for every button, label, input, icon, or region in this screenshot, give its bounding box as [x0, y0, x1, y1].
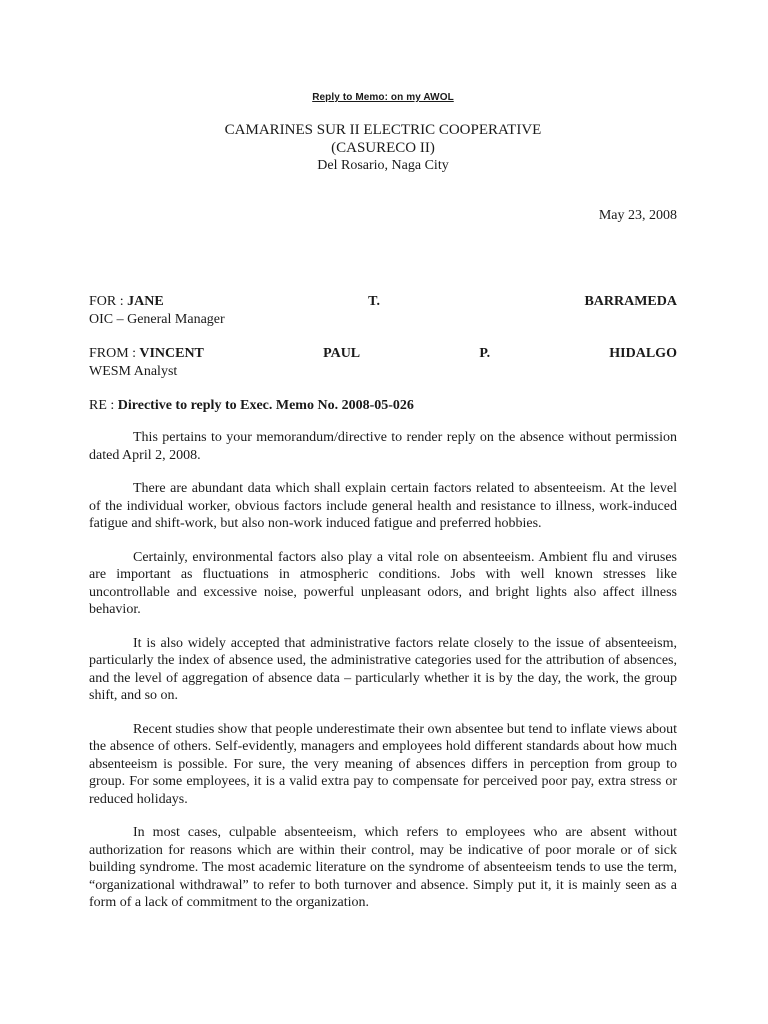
org-name: CAMARINES SUR II ELECTRIC COOPERATIVE	[224, 122, 542, 138]
memo-date: May 23, 2008	[598, 208, 677, 223]
body-paragraph: There are abundant data which shall explain certain factors related to absenteeism. At the level of the individual worker, obvious factors include general health and resistance to illness, work-induced fatigue and shift-work, but also non-work induced fatigue and preferred hobbies.	[89, 481, 677, 531]
from-label: FROM :	[89, 346, 137, 361]
re-label: RE :	[89, 398, 115, 413]
from-last-name: HIDALGO	[609, 346, 677, 361]
org-header	[89, 121, 677, 175]
for-last-name: BARRAMEDA	[584, 294, 677, 309]
body-paragraph: It is also widely accepted that administrative factors relate closely to the issue of absenteeism, particularly the index of absence used, the administrative categories used for the attribution of absences, and the level of aggregation of absence data – particularly whether it is by the day, the work, the group shift, and so on.	[89, 635, 677, 703]
from-position: WESM Analyst	[89, 364, 178, 379]
from-middle-initial: P.	[479, 346, 491, 361]
body-paragraph: In most cases, culpable absenteeism, which refers to employees who are absent without authorization for reasons which are within their control, may be indicative of poor morale or of sick building syndrome. The most academic literature on the syndrome of absenteeism tends to use the term, “organizational withdrawal” to refer to both turnover and absence. Simply put it, it is mainly seen as a form of a lack of commitment to the organization.	[89, 825, 677, 910]
memo-body	[89, 429, 677, 928]
from-first-name: VINCENT	[139, 346, 204, 361]
body-paragraph: Recent studies show that people underestimate their own absentee but tend to inflate views about the absence of others. Self-evidently, managers and employees hold different standards about how much absenteeism is possible. For sure, the very meaning of absences differs in perception from group to group. For some employees, it is a valid extra pay to compensate for perceived poor pay, extra stress or reduced holidays.	[89, 721, 677, 807]
for-middle-initial: T.	[368, 294, 380, 309]
for-field	[89, 293, 677, 329]
re-field	[89, 397, 677, 415]
for-label: FOR :	[89, 294, 124, 309]
org-address: Del Rosario, Naga City	[317, 158, 449, 173]
memo-page	[89, 0, 677, 1024]
memo-title: Reply to Memo: on my AWOL	[312, 92, 454, 103]
for-position: OIC – General Manager	[89, 312, 225, 327]
for-first-name: JANE	[127, 294, 164, 309]
re-subject: Directive to reply to Exec. Memo No. 2008-05-026	[117, 398, 414, 413]
from-field	[89, 345, 677, 381]
org-abbreviation: (CASURECO II)	[331, 140, 435, 156]
from-second-name: PAUL	[323, 346, 361, 361]
from-name-line	[89, 345, 677, 363]
body-paragraph: This pertains to your memorandum/directive to render reply on the absence without permission dated April 2, 2008.	[89, 430, 677, 463]
body-paragraph: Certainly, environmental factors also play a vital role on absenteeism. Ambient flu and viruses are important as fluctuations in atmospheric conditions. Jobs with well known stresses like uncontrollable and excessive noise, powerful unpleasant odors, and bright lights also affect illness behavior.	[89, 549, 677, 617]
for-name-line	[89, 293, 677, 311]
